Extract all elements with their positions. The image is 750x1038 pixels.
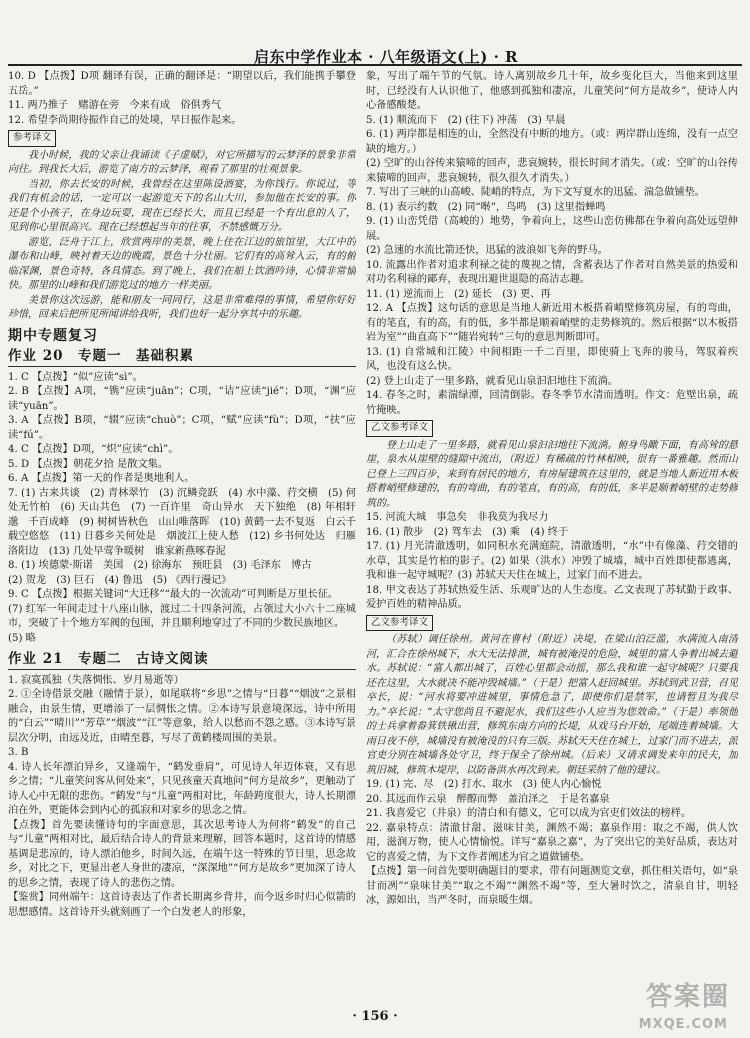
answer-line: 【鉴赏】同州端午：这首诗表达了作者长期离乡背井，而今返乡时归心似箭的思想感情。这首诗开头就刻画了一个白发老人的形象， — [8, 892, 356, 918]
reference-paragraph: 我小时候，我的父亲让我诵读《子虚赋》，对它所描写的云梦泽的景象非常向往。到我长大后，游览了南方的云梦泽，观看了那里的壮观景象。 — [8, 149, 356, 175]
answer-line: (5) 略 — [8, 632, 36, 644]
reference-translation-label: 参考译文 — [8, 130, 56, 147]
reference-paragraph: 游览，泛舟于江上，欣赏两岸的美景，晚上住在江边的旅馆里，大江中的瀑布和山峰，映衬着天边的晚霞，景色十分壮丽。它们有的高耸入云，有的俯临深渊，景色奇特，各具情态。到了晚上，我们在船上饮酒吟诗，心情非常愉快。那里的山峰和我们游览过的地方一样美丽。 — [8, 236, 356, 291]
left-column — [8, 70, 356, 1005]
section-heading: 期中专题复习 — [8, 327, 98, 344]
answer-line: 5. D 【点拨】朝花夕拾 是散文集。 — [8, 458, 169, 470]
answer-line: 19. (1) 完、尽 (2) 打水、取水 (3) 使人内心愉悦 — [366, 779, 602, 790]
answer-line: 3. B — [8, 747, 29, 758]
answer-line: (7) 红军一年间走过十八座山脉，渡过二十四条河流，占领过大小六十二座城市，突破了十个地方军阀的包围，并且顺利地穿过了不同的少数民族地区。 — [8, 603, 356, 629]
answer-line: (2) 急速的水流比箭还快，迅猛的波浪如飞奔的野马。 — [366, 245, 608, 256]
reference-paragraph: （苏轼）调任徐州。黄河在曹村（附近）决堤，在梁山泊泛滥，水满流入南清河，汇合在徐州城下，水大无法排泄，城有被淹没的危险，城里的富人争着出城去避水。苏轼说：“富人都出城了，百姓心里都会动摇，那么我和谁一起守城呢？只要我还在这里，大水就决不能冲毁城墙。”（于是）把富人赶回城里。苏轼到武卫营，召见卒长，说：“河水将要冲进城里，事情危急了，即使你们是禁军，也请暂且为我尽力。”卒长说：“太守您尚且不避泥水，我们这些小人应当为您效命。”（于是）率领他的士兵拿着畚箕铁锹出营，修筑东南方向的长堤，从戏马台开始，尾端连着城墙。大雨日夜不停，城墙没有被淹没的只有三版。苏轼天天住在城上，过家门而不进去，派官吏分别在城墙各处守卫，终于保全了徐州城。（后来）又请求调发来年的民夫，加筑旧城，修筑木堤岸，以防备洪水再次到来。朝廷采纳了他的建议。 — [366, 634, 738, 776]
answer-line: 象，写出了端午节的气氛。诗人离别故乡几十年，故乡变化巨大，当他来到这里时，已经没有人认识他了，他感到孤独和凄凉，儿童笑问“何方是故乡”，使诗人内心备感酸楚。 — [366, 71, 738, 111]
answer-line: 13. (1) 自常城和江陵）中间相距一千二百里，即使骑上飞奔的骏马，驾驭着疾风，也没有这么快。 — [366, 346, 738, 372]
answer-line: 16. (1) 散步 (2) 驾车去 (3) 乘 (4) 终于 — [366, 526, 569, 538]
answer-line: 8. (1) 表示约数 (2) 同“啭”，鸟鸣 (3) 这里指蝉鸣 — [366, 201, 606, 213]
answer-line: 20. 其远而作云泉 醉醇而弊 盖泊泽之 于是名嘉泉 — [366, 793, 610, 805]
header-divider — [8, 64, 742, 66]
answer-line: 【点拨】第一问首先要明确题目的要求，带有问题测览文章，抓住相关语句，如“泉甘而冽”“泉味甘美”“取之不竭”“渊然不竭”等，至大暑时饮之，清泉自甘，明轻冰，源如出，当严冬时，而泉暖生烟。 — [366, 866, 738, 906]
answer-line: 12. 希望李尚期待振作自己的处境，早日振作起来。 — [8, 114, 242, 126]
answer-line: 4. C 【点拨】D项，“炽”应读“chì”。 — [8, 444, 179, 455]
answer-line: 9. C 【点拨】根据关键词“大迁移”“最大的一次流动”可判断是万里长征。 — [8, 589, 339, 600]
answer-line: 15. 河流大城 事急矣 非我莫为我尽力 — [366, 512, 549, 523]
watermark-logo-text: 答案圈 — [645, 982, 730, 1012]
answer-line: 11. (1) 逆流而上 (2) 延长 (3) 更、再 — [366, 288, 551, 300]
reference-paragraph: 当初，你去长安的时候，我曾经在这里陈设酒宴，为你饯行。你说过，等我们有机会的话，一定可以一起游览天下的名山大川，参加他在长安的事。你还是个小孩子，在身边玩耍，现在已经长大，而且已经是一个有出息的人了，见到你心里很高兴。现在已经想起当年的往事，不禁感慨万分。 — [8, 178, 356, 233]
answer-line: 22. 嘉泉特点：清澈甘甜、滋味甘美，渊然不竭；嘉泉作用：取之不竭，供人饮用，滋润万物，使人心情愉悦。详写“嘉泉之嘉”，为了突出它的美好品质，表达对它的喜爱之情，为下文作者阐述为官之道做铺垫。 — [366, 822, 738, 863]
answer-line: 2. B 【点拨】A项，“镌”应读“juān”；C项，“诘”应读“jié”；D项，“渊”应读“yuān”。 — [8, 386, 356, 412]
answer-line: 8. (1) 埃德蒙·斯诺 美国 (2) 徐海东 预旺县 (3) 毛泽东 博古 — [8, 560, 312, 571]
answer-line: 18. 甲文表达了苏轼热爱生活、乐观旷达的人生态度。乙文表现了苏轼勤于政事、爱护百姓的精神品质。 — [366, 584, 738, 610]
answer-line: 5. (1) 顺流而下 (2) (往下) 冲荡 (3) 早晨 — [366, 114, 566, 126]
answer-line: 【点拨】首先要读懂诗句的字面意思，其次思考诗人为何将“鹤发”的自己与“儿童”两相对比，最后结合诗人的背景来理解，回答本题时，这首诗的情感基调是悲凉的，诗人漂泊他乡，时间久远，在端午这一特殊的节日里，思念故乡，对比之下，更显出老人身世的凄凉，“深深地”“何方是故乡”更加深了诗人的思乡之情，表现了诗人的悲伤之情。 — [8, 819, 356, 889]
answer-line: 1. 寂寞孤独（失落惆怅、岁月易逝等） — [8, 674, 184, 686]
answer-line: 10. D 【点拨】D项 翻译有误，正确的翻译是：“期望以后，我们能携手攀登五岳。” — [8, 71, 356, 97]
answer-line: 6. (1) 两岸都是相连的山，全然没有中断的地方。（或：两岸群山连绵，没有一点空缺的地方。） — [366, 129, 738, 155]
answer-line: 2. ①全诗借景交融（融情于景），如尾联将“乡思”之情与“日暮”“烟波”之景相融合，由景生情，更增添了一层惆怅之情。②本诗写景意境深远，诗中所用的“白云”“晴川”“芳草”“烟波”“江”等意象，给人以愁而不怨之感。③本诗写景层次分明，由远及近，由晴至暮，写尽了黄鹤楼周围的美景。 — [8, 689, 356, 744]
answer-line: 7. 写出了三峡的山高峻、陡峭的特点，为下文写夏水的迅猛、湍急做铺垫。 — [366, 187, 705, 198]
homework-heading: 作业 20 专题一 基础积累 — [8, 349, 356, 367]
reference-paragraph: 美景你这次远游，能和朋友一同同行，这是非常难得的事情，希望你好好珍惜，回来后把所见所闻讲给我听，我们也好一起分享其中的乐趣。 — [8, 294, 356, 320]
reference-paragraph: 登上山走了一里多路，就看见山泉汩汩地往下流淌。俯身鸟瞰下面，有高耸的悬崖，泉水从崖壁的缝隙中流出，（附近）有稀疏的竹林相映，很有一番雅趣。然而山已登上三四百步，来到有居民的地方，有房屋建筑在这里的，就是当地人新近用木板搭着峭壁修建的，有的弯曲，有的笔直，有的高，有的低，多半是顺着峭壁的走势修筑的。 — [366, 439, 738, 509]
right-column — [366, 70, 738, 1005]
watermark-url: MXQE.COM — [638, 1017, 728, 1032]
answer-line: 14. 春冬之时，素湍绿潭，回清倒影。春冬季节水清而透明。作文：危壁出泉，疏竹掩映。 — [366, 390, 738, 416]
answer-line: 10. 流露出作者对追求利禄之徒的蔑视之情，含蓄表达了作者对自然美景的热爱和对功名利禄的鄙弃，表现出避世退隐的高洁志趣。 — [366, 259, 738, 285]
answer-line: 6. A 【点拨】第一天的作者是奥地利人。 — [8, 473, 195, 484]
book-title: 启东中学作业本 · 八年级语文(上) · R — [254, 48, 518, 66]
site-watermark — [586, 976, 736, 1034]
answer-line: 21. 我喜爱它（井泉）的清白和有德义，它可以成为官吏们效法的榜样。 — [366, 808, 692, 819]
reference-translation-label: 乙文参考译文 — [366, 420, 433, 437]
answer-line: 11. 两乃推子 赌游在旁 今来有成 俗俱秀气 — [8, 100, 222, 111]
page-number: · 156 · — [352, 1009, 398, 1024]
answer-line: (2) 贺龙 (3) 巨石 (4) 鲁迅 (5) 《西行漫记》 — [8, 574, 232, 586]
homework-heading: 作业 21 专题二 古诗文阅读 — [8, 652, 356, 670]
reference-translation-label: 乙文参考译文 — [366, 615, 433, 632]
page-header — [0, 0, 750, 66]
answer-line: 1. C 【点拨】“似”应读“sì”。 — [8, 371, 143, 383]
answer-line: (2) 登上山走了一里多路，就看见山泉汩汩地往下流淌。 — [366, 375, 618, 387]
answer-line: 17. (1) 月光清澈透明，如同积水充满庭院，清澈透明，“水”中有像藻、荇交错的水草，其实是竹柏的影子。(2) 如果（洪水）冲毁了城墙，城中百姓即使都逃离，我和谁一起守城呢？(3) 苏轼天天住在城上，过家门而不进去。 — [366, 541, 738, 581]
answer-line: 12. A 【点拨】这句话的意思是当地人新近用木板搭着峭壁修筑房屋，有的弯曲，有的笔直，有的高，有的低，多半都是顺着峭壁的走势修筑的。然后根据“以木板搭岩为室”“曲直高下”“随岩宛转”三句的意思判断即可。 — [366, 303, 738, 343]
answer-line: 9. (1) 山峦凭借（高峻的）地势，争着向上，这些山峦仿佛都在争着向高处远望伸展。 — [366, 216, 738, 242]
answer-line: (2) 空旷的山谷传来猿啼的回声，悲哀婉转，很长时间才消失。（或：空旷的山谷传来猿啼的回声，悲哀婉转，很久很久才消失。） — [366, 158, 738, 184]
answer-line: 7. (1) 古来共谈 (2) 青林翠竹 (3) 沉鳞竞跃 (4) 水中藻、荇交横 (5) 何处无竹柏 (6) 天山共色 (7) 一百许里 奇山异水 天下独绝 (8) 年相轩邈 千百成峰 (9) 树树皆秋色 山山唯落晖 (10) 黄鹤一去不复返 白云千载空悠悠 (11) 日暮乡关何处是 烟波江上使人愁 (12) 乡书何处达 归雁洛阳边 (13) 几处早莺争暖树 谁家新燕啄春泥 — [8, 487, 356, 557]
answer-line: 4. 诗人长年漂泊异乡，又逢端午，“鹤发垂肩”，可见诗人年迈体衰，又有思乡之情；“儿童笑问客从何处来”，只见孩童天真地问“何方是故乡”，更触动了诗人心中无限的悲伤。“鹤发”与“儿童”两相对比，年龄跨度很大，诗人长期漂泊在外，更能体会到内心的孤寂和对家乡的思念之情。 — [8, 761, 356, 816]
answer-line: 3. A 【点拨】B项，“辍”应读“chuò”；C项，“赋”应读“fù”；D项，“扶”应读“fú”。 — [8, 415, 356, 441]
